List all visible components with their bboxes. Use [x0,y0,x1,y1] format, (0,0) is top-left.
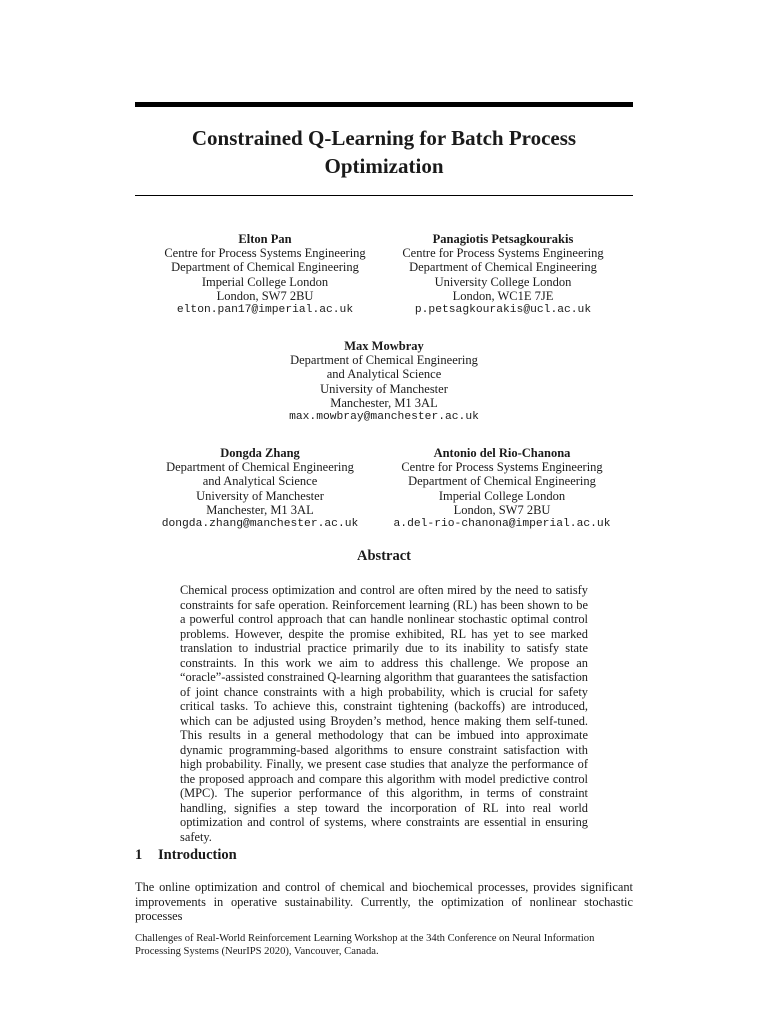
author-name: Panagiotis Petsagkourakis [432,232,574,246]
author-affiliation-line: Imperial College London [201,274,329,289]
author-affiliation-line: Centre for Process Systems Engineering [401,460,603,475]
author-affiliation-line: Department of Chemical Engineering [409,260,597,275]
author-block-antonio-del-rio-chanona [368,446,636,531]
author-affiliation-line: London, SW7 2BU [216,288,314,303]
author-block-max-mowbray [254,339,514,424]
author-name: Elton Pan [238,232,292,246]
author-name: Max Mowbray [344,339,424,353]
author-affiliation-line: Department of Chemical Engineering [166,460,354,475]
section-heading-introduction [135,847,237,864]
section-number: 1 [135,847,143,863]
author-block-elton-pan [135,232,395,317]
author-email[interactable]: dongda.zhang@manchester.ac.uk [161,518,359,531]
author-affiliation-line: Department of Chemical Engineering [290,353,478,368]
author-email[interactable]: a.del-rio-chanona@imperial.ac.uk [393,518,611,531]
author-affiliation-line: Manchester, M1 3AL [330,395,438,410]
author-affiliation-line: London, WC1E 7JE [452,288,554,303]
paper-title [135,124,633,180]
author-affiliation-line: London, SW7 2BU [453,502,551,517]
paper-title-line-2: Optimization [324,154,444,178]
author-affiliation-line: Centre for Process Systems Engineering [164,246,366,261]
author-affiliation-line: Centre for Process Systems Engineering [402,246,604,261]
author-affiliation-line: Manchester, M1 3AL [206,502,314,517]
author-email[interactable]: elton.pan17@imperial.ac.uk [176,304,354,317]
author-email[interactable]: p.petsagkourakis@ucl.ac.uk [414,304,592,317]
abstract-heading: Abstract [357,548,411,564]
author-affiliation-line: University College London [434,274,572,289]
abstract-body: Chemical process optimization and control are often mired by the need to satisfy constraints for safe operation. Reinforcement learning (RL) has been shown to be a powerful control approach that can handle nonlinear stochastic optimal control problems. However, despite the promise exhibited, RL has yet to see marked translation to industrial practice primarily due to its inability to satisfy state constraints. In this work we aim to address this challenge. We propose an “oracle”-assisted constrained Q-learning algorithm that guarantees the satisfaction of joint chance constraints with a high probability, which is crucial for safety critical tasks. To achieve this, constraint tightening (backoffs) are introduced, which can be adjusted using Broyden’s method, hence making them self-tuned. This results in a general methodology that can be imbued into approximate dynamic programming-based algorithms to ensure constraint satisfaction with high probability. Finally, we present case studies that analyze the performance of the proposed approach and compare this algorithm with model predictive control (MPC). The superior performance of this algorithm, in terms of constraint handling, signifies a step toward the incorporation of RL into real world optimization and control of systems, where constraints are essential in ensuring safety. [180,583,588,844]
author-affiliation-line: University of Manchester [320,381,448,396]
paper-title-line-1: Constrained Q-Learning for Batch Process [191,126,577,150]
author-block-panagiotis-petsagkourakis [373,232,633,317]
venue-footnote: Challenges of Real-World Reinforcement Learning Workshop at the 34th Conference on Neural Information Processing Systems (NeurIPS 2020), Vancouver, Canada. [135,933,595,957]
author-email[interactable]: max.mowbray@manchester.ac.uk [289,411,479,424]
author-name: Antonio del Rio-Chanona [433,446,571,460]
section-title: Introduction [158,847,237,863]
title-bottom-rule [135,195,633,196]
author-affiliation-line: and Analytical Science [326,367,442,382]
author-affiliation-line: University of Manchester [196,488,324,503]
title-top-rule [135,102,633,107]
author-affiliation-line: and Analytical Science [202,474,318,489]
introduction-body: The online optimization and control of chemical and biochemical processes, provides significant improvements in operative sustainability. Currently, the optimization of nonlinear stochastic processes [135,880,633,923]
author-name: Dongda Zhang [220,446,300,460]
author-block-dongda-zhang [130,446,390,531]
author-affiliation-line: Imperial College London [438,488,566,503]
author-affiliation-line: Department of Chemical Engineering [171,260,359,275]
author-affiliation-line: Department of Chemical Engineering [408,474,596,489]
